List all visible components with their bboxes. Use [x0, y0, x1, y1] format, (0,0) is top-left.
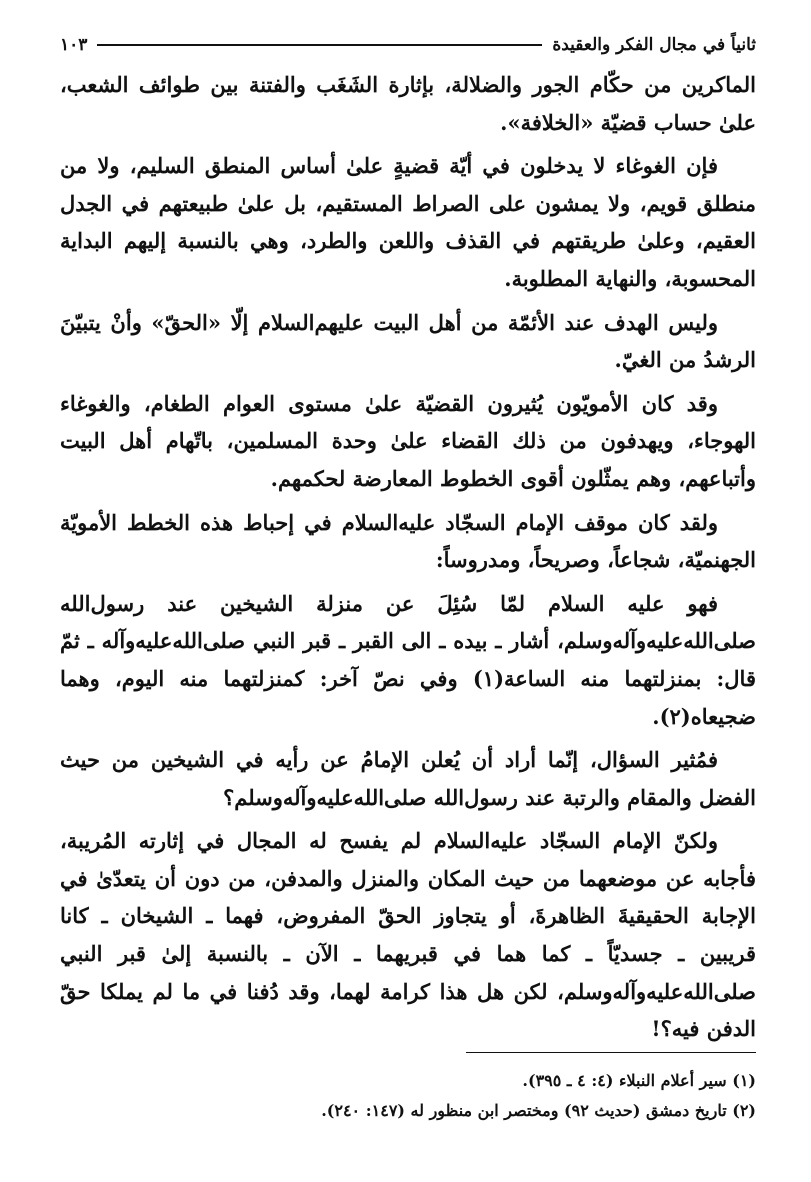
paragraph: ولقد كان موقف الإمام السجّاد عليه‌السلام في إحباط هذه الخطط الأمويّة الجهنميّة، شجاعاً، وصريحاً، ومدروساً:: [60, 509, 756, 573]
page-header: [60, 30, 756, 60]
paragraph: فإن الغوغاء لا يدخلون في أيّة قضيةٍ علىٰ أساس المنطق السليم، ولا من منطلق قويم، ولا يمشون على الصراط المستقيم، بل علىٰ طبيعتهم في الجدل العقيم، وعلىٰ طريقتهم في القذف واللعن والطرد، وهي بالنسبة إليهم البداية المحسوبة، والنهاية المطلوبة.: [60, 153, 756, 291]
paragraph: ولكنّ الإمام السجّاد عليه‌السلام لم يفسح له المجال في إثارته المُريبة، فأجابه عن موضعهما من حيث المكان والمنزل والمدفن، من دون أن يتعدّىٰ في الإجابة الحقيقيةَ الظاهرةَ، أو يتجاوز الحقّ المفروض، فهما ـ الشيخان ـ كانا قريبين ـ جسديّاً ـ كما هما في قبريهما ـ الآن ـ بالنسبة إلىٰ قبر النبي صلى‌الله‌عليه‌وآله‌وسلم، لكن هل هذا كرامة لهما، وقد دُفنا في ما لم يملكا حقّ الدفن فيه؟!: [60, 828, 756, 1042]
paragraph: وقد كان الأمويّون يُثيرون القضيّة علىٰ مستوى العوام الطغام، والغوغاء الهوجاء، ويهدفون من ذلك القضاء علىٰ وحدة المسلمين، باتّهام أهل البيت وأتباعهم، وهم يمثّلون أقوى الخطوط المعارضة لحكمهم.: [60, 390, 756, 491]
paragraph: الماكرين من حكّام الجور والضلالة، بإثارة الشَغَب والفتنة بين طوائف الشعب، علىٰ حساب قضيّة «الخلافة».: [60, 72, 756, 135]
paragraph: وليس الهدف عند الأئمّة من أهل البيت عليهم‌السلام إلّا «الحقّ» وأنْ يتبيّنَ الرشدُ من الغيّ.: [60, 309, 756, 373]
footnote: (٢) تاريخ دمشق (حديث ٩٢) ومختصر ابن منظور له (١٤٧: ٢٤٠).: [321, 1101, 756, 1120]
footnote: (١) سير أعلام النبلاء (٤: ٤ ـ ٣٩٥).: [522, 1071, 756, 1090]
footnotes: [60, 1066, 756, 1126]
header-rule: [97, 44, 542, 46]
paragraph: فمُثير السؤال، إنّما أراد أن يُعلن الإمامُ عن رأيه في الشيخين من حيث الفضل والمقام والرتبة عند رسول‌الله صلى‌الله‌عليه‌وآله‌وسلم؟: [60, 747, 756, 810]
page-body: [60, 66, 756, 1048]
page-number: ١٠٣: [60, 35, 88, 55]
running-title: ثانياً في مجال الفكر والعقيدة: [552, 35, 756, 55]
paragraph: فهو عليه السلام لمّا سُئِلَ عن منزلة الشيخين عند رسول‌الله صلى‌الله‌عليه‌وآله‌وسلم، أشار ـ بيده ـ الى القبر ـ قبر النبي صلى‌الله‌عليه‌وآله ـ ثمّ قال: بمنزلتهما منه الساعة(١) وفي نصّ آخر: كمنزلتهما منه اليوم، وهما ضجيعاه(٢).: [60, 590, 756, 729]
footnote-separator: [466, 1052, 756, 1053]
